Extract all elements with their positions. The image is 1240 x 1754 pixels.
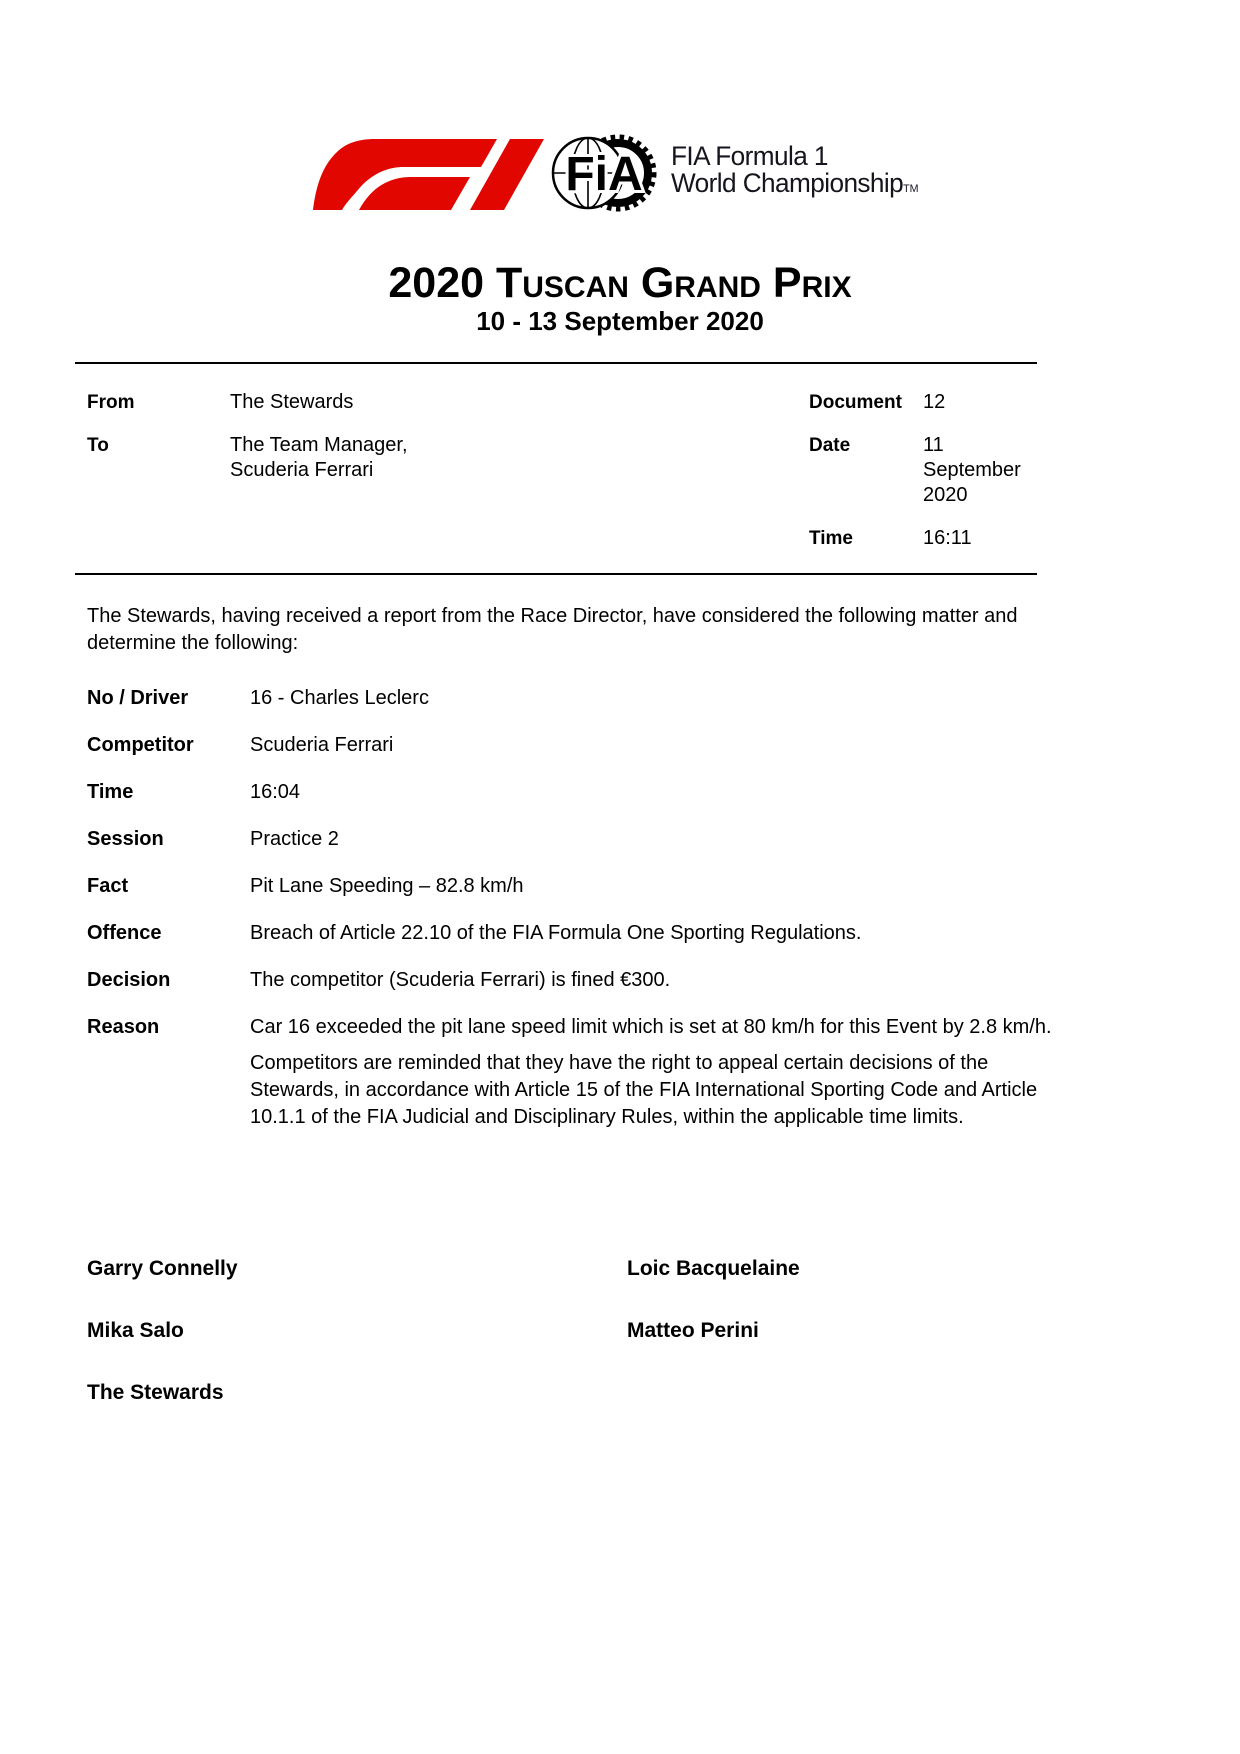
signature-row-2 <box>87 1317 1047 1344</box>
wordmark-line1: FIA Formula 1 <box>671 141 829 171</box>
reason-label: Reason <box>87 1016 160 1038</box>
signature-garry-connelly: Garry Connelly <box>87 1257 238 1280</box>
meta-right-column <box>809 390 1037 551</box>
fia-globe-tire-emblem-icon <box>551 131 657 215</box>
detail-row-competitor <box>87 732 1077 759</box>
trademark-mark: TM <box>903 183 919 195</box>
detail-row-fact <box>87 873 1077 900</box>
date-label: Date <box>809 435 851 456</box>
document-number: 12 <box>923 391 946 413</box>
detail-row-time <box>87 779 1077 806</box>
detail-row-session <box>87 826 1077 853</box>
decision-details <box>87 685 1077 1131</box>
signature-mika-salo: Mika Salo <box>87 1319 184 1342</box>
driver-value: 16 - Charles Leclerc <box>250 687 429 709</box>
to-value-line1: The Team Manager, <box>230 434 408 456</box>
incident-time-label: Time <box>87 781 134 803</box>
intro-paragraph: The Stewards, having received a report from the Race Director, have considered the following matter and determine the following: <box>87 605 1018 654</box>
f1-logo-icon <box>313 137 547 210</box>
fact-value: Pit Lane Speeding – 82.8 km/h <box>250 875 524 897</box>
decision-value: The competitor (Scuderia Ferrari) is fined €300. <box>250 969 671 991</box>
signature-loic-bacquelaine: Loic Bacquelaine <box>627 1257 800 1280</box>
competitor-value: Scuderia Ferrari <box>250 734 394 756</box>
time-value: 16:11 <box>923 527 972 549</box>
header-brand <box>0 0 1240 215</box>
incident-time-value: 16:04 <box>250 781 301 803</box>
document-meta <box>75 362 1037 575</box>
reason-paragraph: Car 16 exceeded the pit lane speed limit which is set at 80 km/h for this Event by 2.8 km/h. <box>250 1016 1052 1038</box>
to-label: To <box>87 435 109 456</box>
driver-label: No / Driver <box>87 687 189 709</box>
appeal-note-paragraph: Competitors are reminded that they have the right to appeal certain decisions of the Stewards, in accordance with Article 15 of the FIA International Sporting Code and Article 10.1.1 of the FIA Judicial and Disciplinary Rules, within the applicable time limits. <box>250 1052 1038 1128</box>
wordmark-line2: World Championship <box>671 168 904 198</box>
detail-row-decision <box>87 967 1077 994</box>
from-value: The Stewards <box>230 391 354 413</box>
fia-emblem-text: FiA <box>565 148 644 201</box>
offence-value: Breach of Article 22.10 of the FIA Formula One Sporting Regulations. <box>250 922 862 944</box>
reason-value <box>250 1014 1077 1131</box>
signature-matteo-perini: Matteo Perini <box>627 1319 759 1342</box>
meta-left-column <box>87 390 809 551</box>
event-dates: 10 - 13 September 2020 <box>476 306 764 336</box>
detail-row-reason <box>87 1014 1077 1131</box>
signatures <box>87 1255 1047 1406</box>
from-label: From <box>87 392 135 413</box>
date-value: 11 September 2020 <box>923 434 1021 506</box>
signature-closing: The Stewards <box>87 1381 224 1404</box>
session-value: Practice 2 <box>250 828 339 850</box>
detail-row-offence <box>87 920 1077 947</box>
to-value-line2: Scuderia Ferrari <box>230 459 374 481</box>
time-label: Time <box>809 528 854 549</box>
offence-label: Offence <box>87 922 162 944</box>
decision-label: Decision <box>87 969 171 991</box>
championship-wordmark <box>671 143 919 203</box>
competitor-label: Competitor <box>87 734 194 756</box>
fact-label: Fact <box>87 875 129 897</box>
session-label: Session <box>87 828 164 850</box>
detail-row-driver <box>87 685 1077 712</box>
signature-row-1 <box>87 1255 1047 1282</box>
document-label: Document <box>809 392 902 413</box>
page-title: 2020 Tuscan Grand Prix <box>388 259 852 307</box>
to-value <box>230 433 809 483</box>
